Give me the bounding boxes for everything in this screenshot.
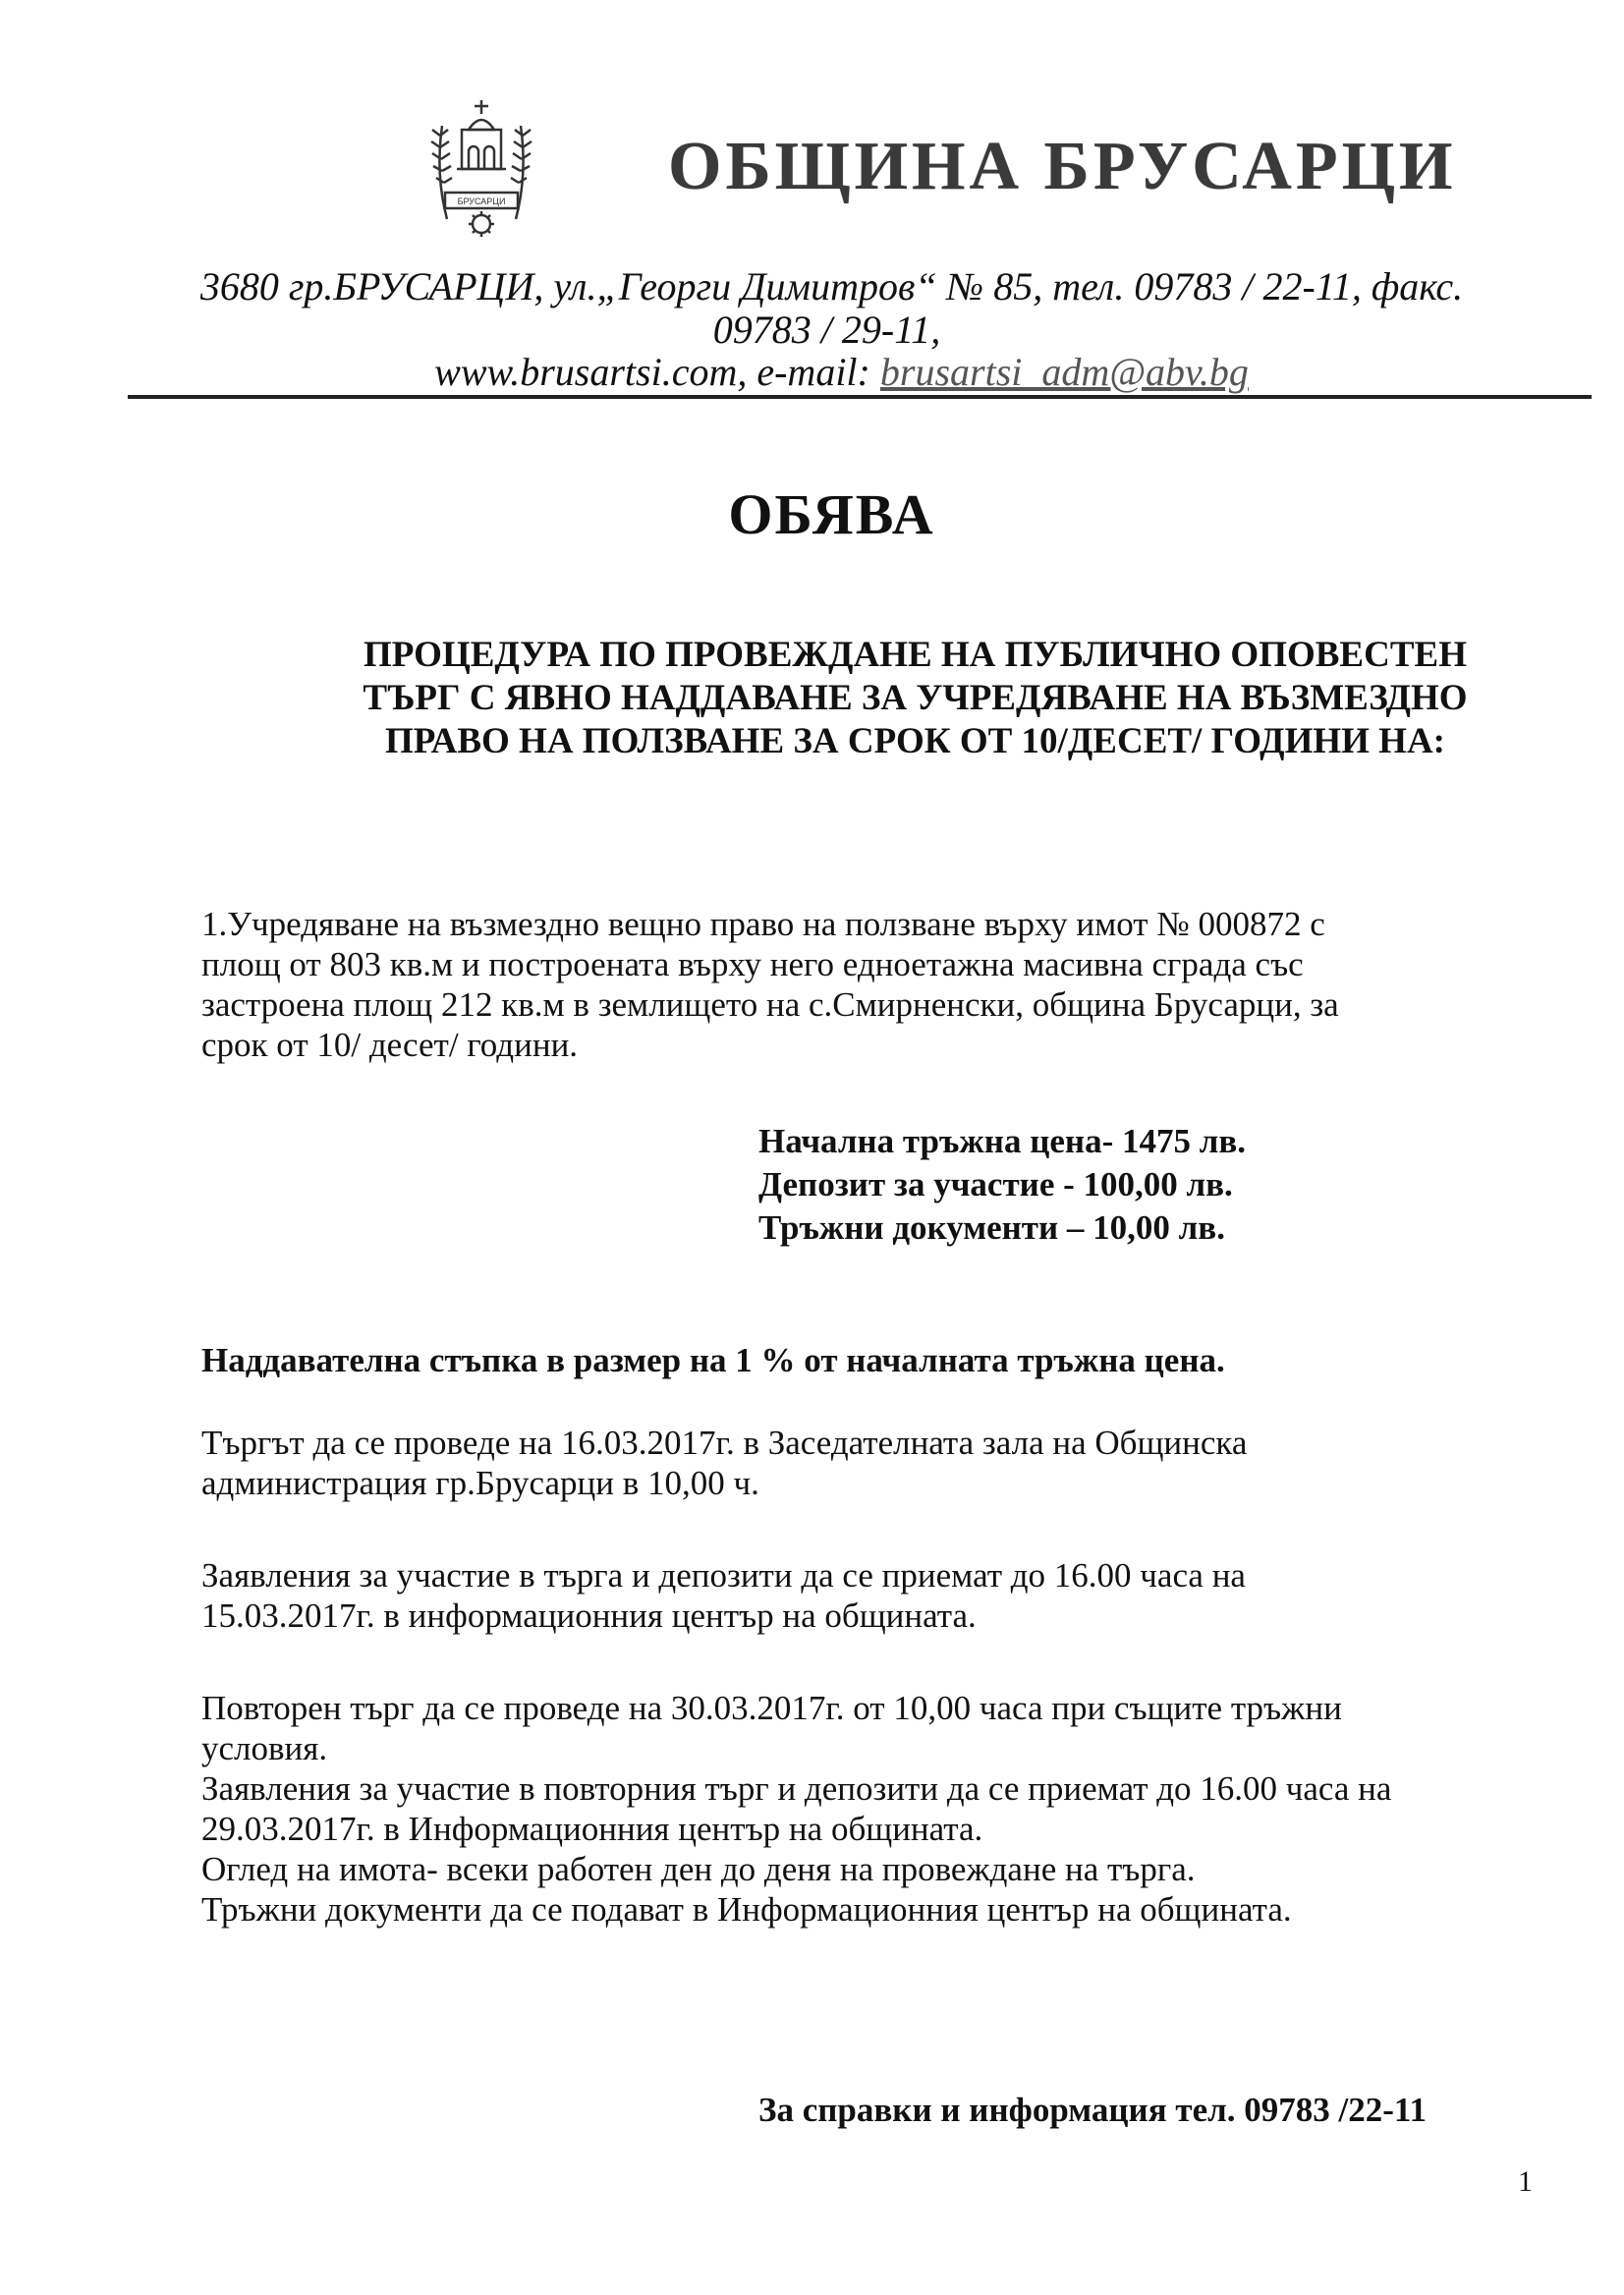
- paragraph-line: Заявления за участие в повторния търг и депозити да се приемат до 16.00 часа на: [201, 1769, 1392, 1808]
- paragraph-line: площ от 803 кв.м и построената върху него едноетажна масивна сграда със: [201, 945, 1304, 983]
- paragraph-line: Оглед на имота- всеки работен ден до деня на провеждане на търга.: [201, 1850, 1196, 1888]
- organization-name: ОБЩИНА БРУСАРЦИ: [668, 129, 1457, 204]
- procedure-line: ТЪРГ С ЯВНО НАДДАВАНЕ ЗА УЧРЕДЯВАНЕ НА ВЪЗМЕЗДНО: [363, 678, 1468, 718]
- procedure-line: ПРАВО НА ПОЛЗВАНЕ ЗА СРОК ОТ 10/ДЕСЕТ/ ГОДИНИ НА:: [384, 721, 1446, 761]
- start-price: Начална тръжна цена- 1475 лв.: [758, 1122, 1247, 1160]
- website-and-email-label: www.brusartsi.com, e-mail:: [434, 350, 880, 394]
- paragraph-line: 1.Учредяване на възмездно вещно право на ползване върху имот № 000872 с: [201, 905, 1325, 943]
- procedure-heading: [0, 634, 1624, 763]
- price-block: [758, 1120, 1246, 1250]
- paragraph-line: Повторен търг да се проведе на 30.03.2017г. от 10,00 часа при същите тръжни: [201, 1689, 1342, 1727]
- deposit-amount: Депозит за участие - 100,00 лв.: [758, 1165, 1233, 1203]
- auction-date-paragraph: [201, 1423, 1247, 1503]
- documents-price: Тръжни документи – 10,00 лв.: [758, 1208, 1225, 1247]
- applications-paragraph: [201, 1555, 1246, 1636]
- paragraph-line: условия.: [201, 1729, 328, 1767]
- header-divider: [128, 395, 1592, 399]
- bid-step: Наддавателна стъпка в размер на 1 % от началната тръжна цена.: [201, 1341, 1225, 1379]
- paragraph-line: Търгът да се проведе на 16.03.2017г. в Заседателната зала на Общинска: [201, 1424, 1248, 1462]
- paragraph-line: 29.03.2017г. в Информационния център на общината.: [201, 1810, 983, 1848]
- address-line-2: 09783 / 29-11,: [712, 308, 941, 352]
- logo-lettering: БРУСАРЦИ: [457, 196, 506, 206]
- paragraph-line: администрация гр.Брусарци в 10,00 ч.: [201, 1464, 759, 1502]
- paragraph-line: застроена площ 212 кв.м в землището на с.Смирненски, община Брусарци, за: [201, 985, 1339, 1024]
- contact-info: За справки и информация тел. 09783 /22-11: [758, 2091, 1427, 2129]
- paragraph-line: Тръжни документи да се подават в Информационния център на общината.: [201, 1890, 1292, 1929]
- paragraph-line: 15.03.2017г. в информационния център на общината.: [201, 1596, 977, 1635]
- email-link[interactable]: brusartsi_adm@abv.bg: [879, 350, 1249, 394]
- contact-web-email-line: [0, 349, 1624, 395]
- item-1-paragraph: [201, 904, 1339, 1065]
- paragraph-line: Заявления за участие в търга и депозити да се приемат до 16.00 часа на: [201, 1556, 1246, 1595]
- address-line-1: 3680 гр.БРУСАРЦИ, ул.„Георги Димитров“ № 85, тел. 09783 / 22-11, факс.: [199, 264, 1464, 308]
- repeat-auction-paragraph: [201, 1688, 1391, 1930]
- procedure-line: ПРОЦЕДУРА ПО ПРОВЕЖДАНЕ НА ПУБЛИЧНО ОПОВЕСТЕН: [364, 635, 1467, 675]
- paragraph-line: срок от 10/ десет/ години.: [201, 1026, 579, 1064]
- page-number: 1: [1518, 2165, 1533, 2198]
- notice-title: ОБЯВА: [728, 482, 935, 546]
